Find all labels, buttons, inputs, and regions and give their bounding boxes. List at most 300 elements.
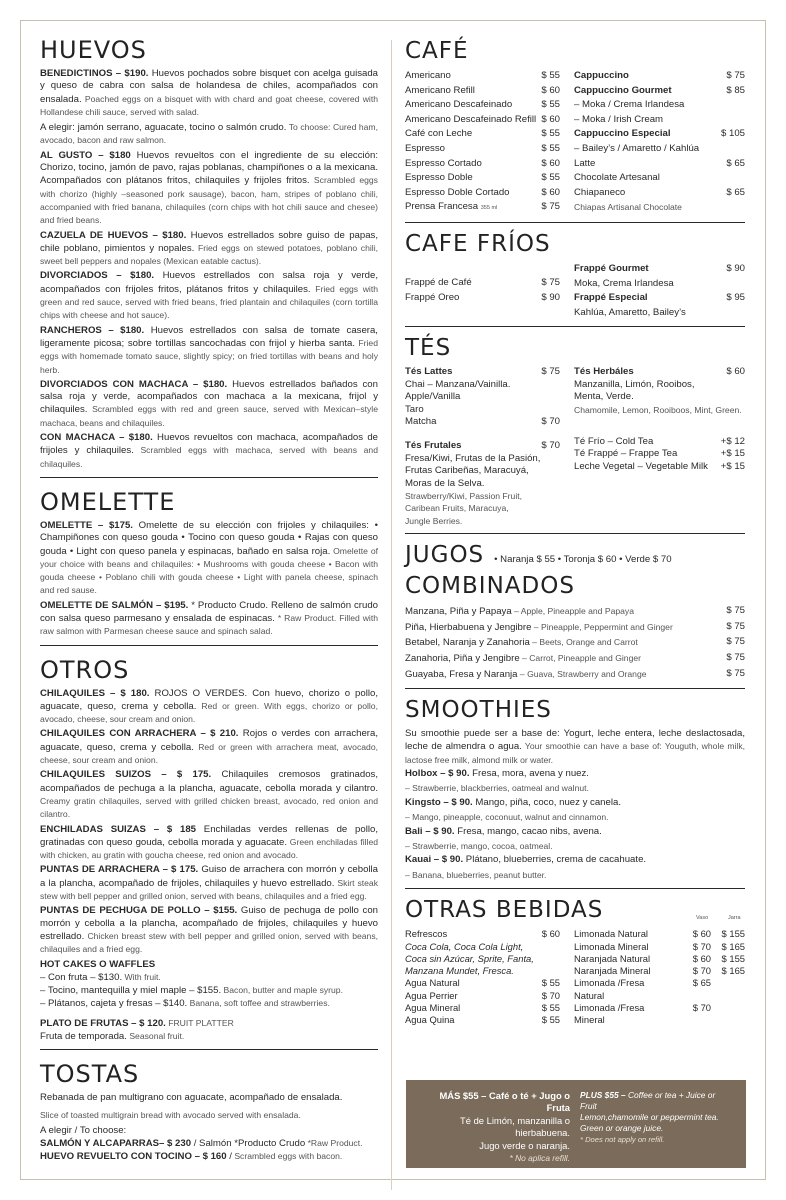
tes-frutales-en — [405, 490, 560, 527]
smoothie-line — [405, 796, 745, 810]
combinado-name: Zanahoria, Piña y Jengibre — [405, 652, 520, 664]
text-line: Fresa/Kiwi, Frutas de la Pasión, — [405, 452, 541, 464]
hotcakes-line-en: Bacon, butter and maple syrup. — [221, 985, 343, 996]
tes-lattes-lines — [405, 379, 560, 416]
row-label: Americano Descafeinado — [405, 99, 513, 111]
smoothie-es: Mango, piña, coco, nuez y canela. — [472, 796, 621, 808]
row-name — [405, 977, 460, 989]
row-name — [574, 291, 648, 306]
menu-item — [40, 150, 378, 228]
row-price: $ 90 — [541, 291, 560, 303]
otras-vaso: $ 70 — [692, 965, 711, 977]
row-price: +$ 12 — [720, 435, 745, 447]
item-desc: Huevos pochados sobre bisquet con acelga guisada y queso de cabra con salsa de holandesa de chiles, acompañados con ensalada. — [40, 68, 378, 105]
menu-item — [40, 432, 378, 471]
price-row — [574, 200, 745, 215]
otras-vaso: $ 60 — [692, 928, 711, 940]
smoothie-en: – Strawberrie, mango, cocoa, oatmeal. — [405, 841, 553, 852]
smoothie-line — [405, 853, 745, 867]
row-label: Americano — [405, 70, 451, 81]
row-price: $ 55 — [541, 142, 560, 154]
row-label: – Moka / Irish Cream — [574, 113, 664, 125]
row-price: $ 75 — [541, 276, 560, 288]
combinado-price: $ 75 — [726, 620, 745, 632]
combinados-list — [405, 604, 745, 682]
item-name: CON MACHACA – $180. — [40, 432, 153, 444]
tes-frutales-lines — [405, 453, 560, 490]
text-line: Manzana Mundet, Fresca. — [405, 965, 514, 977]
item-desc: Huevos estrellados bañados con salsa roja y verde, acompañados con machaca a la mexicana, frijol y chilaquiles. — [40, 378, 378, 416]
row-label: Frappé de Café — [405, 276, 472, 288]
otros-list — [40, 688, 378, 957]
tes-matcha-name: Matcha — [405, 415, 437, 427]
text-line: Menta, Verde. — [574, 391, 634, 403]
combinado-label — [405, 667, 647, 683]
row-label: Cappuccino Gourmet — [574, 84, 672, 96]
plus-right-title: PLUS $55 – — [580, 1090, 626, 1100]
item-desc-en: Fried eggs with homemade tomato sauce, slightly spicy; on fried tortillas with beans and holy herb. — [40, 337, 378, 375]
row-label: Café con Leche — [405, 128, 473, 140]
row-label: Espresso — [405, 142, 445, 154]
row-name — [574, 113, 663, 128]
frutas-name-en: FRUIT PLATTER — [165, 1017, 234, 1028]
tostas-intro-en: Slice of toasted multigrain bread with avocado served with ensalada. — [40, 1109, 301, 1120]
text-line: Chai – Manzana/Vainilla. — [405, 378, 511, 390]
combinado-price: $ 75 — [726, 651, 745, 663]
tostas-intro: Rebanada de pan multigrano con aguacate, acompañado de ensalada. — [40, 1092, 343, 1104]
combinado-en: – Guava, Strawberry and Orange — [517, 668, 647, 679]
tes-frutales-price: $ 70 — [541, 440, 560, 452]
row-price: $ 70 — [541, 989, 560, 1001]
combinado-label — [405, 635, 638, 651]
otras-vaso: $ 60 — [692, 952, 711, 964]
row-label: Espresso Doble Cortado — [405, 186, 510, 198]
row-name — [574, 127, 671, 142]
tes-extras-list — [574, 436, 745, 473]
section-title-cafe: CAFÉ — [405, 38, 469, 64]
price-row — [405, 291, 560, 306]
combinado-row — [405, 620, 745, 636]
divider — [40, 1049, 378, 1050]
combinado-label — [405, 651, 641, 667]
plus-right-note: * Does not apply on refill. — [580, 1135, 665, 1144]
price-row — [574, 98, 745, 113]
row-label: Frappé Oreo — [405, 291, 460, 303]
price-row — [405, 127, 560, 142]
row-label: Chiapas Artisanal Chocolate — [574, 202, 682, 213]
row-price: $ 55 — [541, 172, 560, 184]
menu-item — [40, 600, 378, 639]
hotcakes-line — [40, 971, 378, 984]
tostas-choose: A elegir / To choose: — [40, 1124, 127, 1136]
section-title-frios: CAFE FRÍOS — [405, 230, 551, 257]
item-desc-en: Creamy gratin chilaquiles, served with grilled chicken breast, avocado, red onion and cilantro. — [40, 795, 378, 820]
price-row — [574, 186, 745, 201]
menu-item — [40, 520, 378, 598]
otras-jarra — [711, 1002, 745, 1027]
item-desc-en: Red or green. With eggs, chorizo or pollo, avocado, cheese, sour cream and onion. — [40, 700, 378, 725]
tes-herbales-price: $ 60 — [726, 366, 745, 378]
item-desc-en: Fried eggs with green and red sauce, served with fried beans, fried plantain and chilaquiles (corn tortilla chips with cheese and hot sauce). — [40, 283, 378, 321]
price-row — [405, 142, 560, 157]
menu-item — [40, 824, 378, 863]
divider — [405, 222, 745, 223]
tes-lattes-name: Tés Lattes — [405, 366, 453, 378]
row-name — [574, 142, 699, 157]
vaso-label: Vaso — [696, 915, 709, 922]
tes-herbales-lines — [574, 379, 745, 404]
smoothie-name: Bali – $ 90. — [405, 825, 455, 837]
row-name — [574, 98, 684, 113]
smoothie-es: Fresa, mora, avena y nuez. — [469, 768, 589, 780]
row-name — [405, 157, 482, 172]
hotcakes-lines — [40, 971, 378, 1011]
item-desc-en: Omelette of your choice with beans and chilaquiles: • Mushrooms with gouda cheese • Bacon with gouda cheese • Poblano chili with gouda cheese • Light with panela cheese, spinach and red sause. — [40, 545, 378, 596]
section-title-smoothies: SMOOTHIES — [405, 697, 552, 724]
row-label: Frappé Gourmet — [574, 262, 649, 274]
price-row — [405, 113, 560, 128]
smoothies-intro-es: Su smoothie puede ser a base de: Yogurt, leche entera, leche deslactosada, leche de almendra o agua. — [405, 728, 745, 753]
text-line: Green or orange juice. — [580, 1123, 664, 1133]
frutas-desc-en: Seasonal fruit. — [126, 1031, 185, 1041]
smoothies-intro-en: Your smoothie can have a base of: Youguth, whole milk, lactose free milk, almond milk or water. — [405, 741, 746, 765]
row-label: Kahlúa, Amaretto, Bailey’s — [574, 306, 686, 318]
item-desc: Huevos estrellados sobre guiso de papas, chile poblano, pimientos y nopales. — [40, 229, 378, 254]
row-name — [405, 990, 458, 1002]
huevos-list — [40, 68, 378, 471]
row-label: Agua Perrier — [405, 989, 458, 1001]
combinado-name: Betabel, Naranja y Zanahoria — [405, 637, 530, 649]
row-name — [405, 1014, 455, 1026]
otras-name: Limonada /Fresa Natural — [574, 977, 645, 1001]
item-desc-en: To choose: Cured ham, avocado, bacon and raw salmon. — [40, 122, 378, 146]
row-name — [574, 186, 625, 201]
hotcakes-line-es: – Con fruta – $130. — [40, 971, 123, 983]
refrescos-lines — [405, 941, 560, 978]
section-title-omelette: OMELETTE — [40, 487, 176, 516]
text-line: Té de Limón, manzanilla o hierbabuena. — [460, 1114, 570, 1139]
menu-item — [40, 230, 378, 269]
item-desc: * Producto Crudo. Relleno de salmón crudo con salsa queso parmesano y ensalada de espinacas. — [40, 599, 378, 624]
row-price: $ 85 — [726, 84, 745, 96]
item-name: OMELETTE DE SALMÓN – $195. — [40, 599, 189, 611]
item-name: BENEDICTINOS – $190. — [40, 68, 149, 79]
price-row — [574, 291, 745, 306]
tosta-item — [40, 1150, 378, 1163]
item-desc-en: * Raw Product. Filled with raw salmon with Parmesan cheese sauce and spinach salad. — [40, 612, 379, 637]
item-desc-en: Red or green with arrachera meat, avocado, cheese, sour cream and onion. — [40, 741, 378, 766]
cafe-left-list — [405, 69, 560, 216]
row-price: $ 65 — [726, 186, 745, 198]
row-name — [405, 291, 459, 306]
smoothies-intro — [405, 728, 745, 767]
price-row — [405, 171, 560, 186]
otras-name: Naranjada Natural — [574, 952, 651, 964]
section-title-tostas: TOSTAS — [40, 1060, 140, 1089]
price-row — [405, 1002, 560, 1014]
plus-spanish — [418, 1090, 570, 1164]
smoothie-en: – Mango, pineapple, coconuut, walnut and cinnamon. — [405, 812, 609, 823]
column-divider — [391, 40, 392, 1190]
tosta-desc: / Salmón *Producto Crudo — [191, 1138, 306, 1150]
otras-vaso: $ 65 — [692, 977, 711, 989]
row-name — [574, 84, 672, 99]
item-desc-en: Chicken breast stew with bell pepper and grilled onion, served with beans, chilaquiles and a fried egg. — [40, 930, 378, 955]
combinado-label — [405, 620, 673, 636]
row-name — [574, 448, 677, 460]
tes-herbales-name: Tés Herbáles — [574, 366, 634, 378]
item-desc-en: Poached eggs on a bisquet with with chard and goat cheese, covered with Hollandese chili sauce, served with salad. — [40, 93, 378, 117]
otras-row — [574, 965, 745, 977]
item-desc-en: Scrambled eggs with red and green sauce, served with Mexican–style machaca, beans and chilaquiles. — [40, 404, 378, 428]
combinado-row — [405, 604, 745, 620]
row-name — [574, 436, 653, 448]
otras-row — [574, 928, 745, 940]
otras-right-list — [574, 928, 745, 1026]
price-row — [405, 1014, 560, 1026]
section-title-otras: OTRAS BEBIDAS — [405, 897, 604, 924]
tosta-item — [40, 1137, 378, 1150]
plus-english — [580, 1090, 734, 1158]
price-row — [405, 186, 560, 201]
row-name — [405, 127, 472, 142]
text-line: Jugo verde o naranja. — [479, 1139, 570, 1151]
row-label: – Moka / Crema Irlandesa — [574, 99, 685, 111]
hotcakes-item — [40, 959, 378, 1011]
text-line: Coca sin Azúcar, Sprite, Fanta, — [405, 952, 534, 964]
item-desc: Chilaquiles cremosos gratinados, acompañados de pechuga a la plancha, aguacate, cebolla morada y cilantro. — [40, 769, 378, 794]
divider — [405, 688, 745, 689]
price-row — [574, 448, 745, 460]
combinado-en: – Pineapple, Peppermint and Ginger — [531, 621, 673, 632]
frutas-desc: Fruta de temporada. — [40, 1031, 127, 1042]
item-name: CHILAQUILES CON ARRACHERA – $ 210. — [40, 728, 239, 740]
plus-right-rest: Coffee or tea + Juice or Fruit — [580, 1090, 716, 1111]
frios-left-list — [405, 262, 560, 320]
smoothie-es: Plátano, blueberries, crema de cacahuate. — [463, 854, 647, 866]
combinado-en: – Carrot, Pineapple and Ginger — [519, 652, 642, 663]
row-price: $ 60 — [541, 186, 560, 198]
item-desc: Omelette de su elección con frijoles y chilaquiles: • Champiñones con queso gouda • Tocino con queso gouda • Rajas con queso gouda • Light con queso panela y espinacas, bañado en salsa roja. — [40, 519, 379, 557]
combinado-name: Guayaba, Fresa y Naranja — [405, 668, 518, 680]
row-name — [574, 277, 674, 292]
price-row — [405, 276, 560, 291]
text-line: Taro — [405, 403, 424, 415]
row-price: $ 75 — [726, 70, 745, 81]
plus-left-lines — [418, 1115, 570, 1152]
tes-matcha-price: $ 70 — [541, 415, 560, 427]
text-line: Manzanilla, Limón, Rooibos, — [574, 378, 695, 390]
price-row — [574, 157, 745, 172]
row-label: Latte — [574, 157, 596, 169]
item-desc: ROJOS O VERDES. Con huevo, chorizo o pollo, aguacate, queso, crema y cebolla. — [40, 687, 378, 712]
cafe-right-list — [574, 69, 745, 216]
row-name — [405, 69, 451, 84]
price-row — [574, 277, 745, 292]
menu-item — [40, 325, 378, 377]
hotcakes-line-en: Banana, soft toffee and strawberries. — [187, 998, 330, 1009]
item-name: AL GUSTO – $180 — [40, 149, 131, 161]
section-title-combinados: COMBINADOS — [405, 573, 575, 600]
price-row — [574, 171, 745, 186]
jugos-section — [405, 544, 745, 567]
row-price: $ 55 — [541, 1014, 560, 1026]
price-row — [405, 84, 560, 99]
menu-item — [40, 121, 378, 148]
row-label: Agua Natural — [405, 977, 460, 989]
item-desc: Huevos revueltos con machaca, acompañados de frijoles y chilaquiles. — [40, 432, 378, 457]
row-price: $ 95 — [726, 292, 745, 304]
price-row — [405, 69, 560, 84]
item-desc: Enchiladas verdes rellenas de pollo, gratinadas con queso gouda, cebolla morada y aguacate. — [40, 823, 378, 848]
price-row — [405, 977, 560, 989]
price-row — [574, 436, 745, 448]
row-name — [405, 200, 497, 216]
row-name — [574, 306, 686, 321]
otras-jarra: $ 165 — [721, 965, 745, 977]
otras-name: Limonada Mineral — [574, 940, 649, 952]
text-line: Strawberry/Kiwi, Passion Fruit, — [405, 490, 523, 501]
item-desc: Huevos revueltos con el ingrediente de su elección: Chorizo, tocino, jamón de pavo, rajas poblanas, champiñones o a la mexicana. Acompañados con plátanos fritos, chilaquiles y frijoles fritos. — [40, 149, 378, 187]
row-name — [405, 276, 472, 291]
smoothie-line — [405, 825, 745, 839]
otras-jarra: $ 155 — [721, 952, 745, 964]
text-line: Coca Cola, Coca Cola Light, — [405, 940, 524, 952]
item-name: CHILAQUILES – $ 180. — [40, 687, 150, 699]
section-title-jugos: JUGOS — [405, 542, 485, 569]
row-label: Americano Refill — [405, 84, 475, 96]
item-name: DIVORCIADOS – $180. — [40, 270, 155, 282]
item-desc: Huevos estrellados con salsa de tomate casera, ligeramente picosa; sobre tortillas sancochadas con frijol y hierba santa. — [40, 324, 378, 349]
tes-lattes-price: $ 75 — [541, 366, 560, 378]
row-price: $ 105 — [720, 128, 745, 140]
plus-left-rest: Café o té + Jugo o Fruta — [486, 1090, 570, 1114]
otras-jarra — [711, 977, 745, 1002]
otras-name: Naranjada Mineral — [574, 965, 651, 977]
row-label: Chiapaneco — [574, 186, 626, 198]
row-name — [405, 171, 473, 186]
price-row — [574, 69, 745, 84]
plus-left-title: MÁS $55 – — [439, 1090, 487, 1101]
hotcakes-line-es: – Plátanos, cajeta y fresas – $140. — [40, 998, 188, 1010]
smoothie-en: – Strawberrie, blackberries, oatmeal and walnut. — [405, 783, 589, 794]
text-line: Caribean Fruits, Maracuya, — [405, 503, 509, 514]
row-label: Espresso Doble — [405, 172, 473, 184]
row-price: $ 55 — [541, 128, 560, 140]
row-size: 355 ml — [480, 205, 498, 212]
combinado-name: Manzana, Piña y Papaya — [405, 606, 512, 618]
row-name — [574, 157, 595, 172]
combinado-en: – Beets, Orange and Carrot — [529, 637, 638, 648]
row-name — [405, 113, 536, 128]
section-title-huevos: HUEVOS — [40, 36, 147, 64]
tes-frutales-name: Tés Frutales — [405, 440, 462, 452]
otras-table — [405, 928, 745, 1026]
row-price: $ 75 — [541, 201, 560, 213]
smoothies-list — [405, 767, 745, 882]
row-name — [405, 142, 445, 157]
text-line: Apple/Vanilla — [405, 391, 461, 403]
row-name — [574, 200, 682, 215]
price-row — [574, 262, 745, 277]
row-label: Leche Vegetal – Vegetable Milk — [574, 460, 708, 472]
item-desc: Guiso de pechuga de pollo con morrón y cebolla a la plancha, acompañado de frijoles, chilaquiles y huevo estrellado. — [40, 905, 378, 942]
row-price: $ 55 — [541, 977, 560, 989]
divider — [405, 326, 745, 327]
price-row — [574, 84, 745, 99]
otras-header — [405, 899, 745, 922]
item-desc-en: Scrambled eggs with chorizo (highly –seasoned pork sausage), bacon, ham, stripes of poblano chili, accompanied with fried banana, chilaquiles (corn chips with hot chili sauce and chesee) and fried beans. — [40, 175, 378, 226]
otras-row — [574, 941, 745, 953]
menu-item — [40, 68, 378, 119]
row-name — [574, 69, 629, 84]
row-label: Agua Mineral — [405, 1002, 461, 1014]
tes-herbales-en: Chamomile, Lemon, Rooiboos, Mint, Green. — [574, 404, 742, 415]
hotcakes-line-en: With fruit. — [122, 971, 161, 982]
price-row — [405, 98, 560, 113]
refrescos-name: Refrescos — [405, 928, 448, 940]
row-name — [405, 1002, 460, 1014]
left-column — [40, 38, 378, 1164]
divider — [405, 888, 745, 889]
item-name: DIVORCIADOS CON MACHACA – $180. — [40, 378, 228, 390]
price-row — [405, 990, 560, 1002]
combinado-price: $ 75 — [726, 605, 745, 617]
otras-left-list — [405, 977, 560, 1026]
combinado-row — [405, 635, 745, 651]
cafe-table — [405, 69, 745, 216]
tosta-desc-en: Scrambled eggs with bacon. — [231, 1151, 343, 1162]
hotcakes-line — [40, 997, 378, 1010]
row-label: Prensa Francesa — [405, 201, 479, 213]
otras-name: Limonada /Fresa Mineral — [574, 1002, 645, 1026]
text-line: Moras de la Selva. — [405, 477, 485, 489]
smoothie-es: Fresa, mango, cacao nibs, avena. — [454, 825, 602, 837]
item-name: CHILAQUILES SUIZOS – $ 175. — [40, 769, 212, 781]
divider — [40, 477, 378, 478]
refrescos-price: $ 60 — [541, 928, 560, 940]
item-name: PUNTAS DE PECHUGA DE POLLO – $155. — [40, 905, 238, 917]
row-price: $ 60 — [541, 157, 560, 169]
tosta-desc-en: *Raw Product. — [305, 1138, 363, 1149]
menu-item — [40, 379, 378, 430]
tosta-name: SALMÓN Y ALCAPARRAS– $ 230 — [40, 1138, 192, 1150]
frios-right-list — [574, 262, 745, 320]
row-price: $ 65 — [726, 157, 745, 169]
row-price: $ 60 — [541, 84, 560, 96]
item-desc: Rojos o verdes con arrachera, aguacate, queso, crema y cebolla. — [40, 728, 378, 753]
frutas-item — [40, 1017, 378, 1044]
tes-table — [405, 366, 745, 527]
otras-row — [574, 977, 745, 1002]
row-price: $ 55 — [541, 1002, 560, 1014]
otras-vaso: $ 70 — [692, 1002, 711, 1014]
item-desc-en: Green enchiladas filled with chicken, au gratin with goucha cheese, red onion and avocado. — [40, 836, 378, 861]
row-label: Espresso Cortado — [405, 157, 482, 169]
menu-item — [40, 769, 378, 821]
frutas-name: PLATO DE FRUTAS – $ 120. — [40, 1017, 166, 1029]
text-line: Jungle Berries. — [405, 515, 463, 526]
row-price: +$ 15 — [720, 460, 745, 472]
otras-jarra: $ 155 — [721, 928, 745, 940]
section-title-tes: TÉS — [405, 335, 452, 362]
combinado-row — [405, 667, 745, 683]
row-label: Agua Quina — [405, 1014, 455, 1026]
otras-name: Limonada Natural — [574, 928, 649, 940]
item-desc-en: Fried eggs on stewed potatoes, poblano chili, sweet bell peppers and nopales (Mexican eatable cactus). — [40, 242, 378, 267]
tostas-list — [40, 1137, 378, 1164]
row-label: Cappuccino Especial — [574, 128, 671, 140]
